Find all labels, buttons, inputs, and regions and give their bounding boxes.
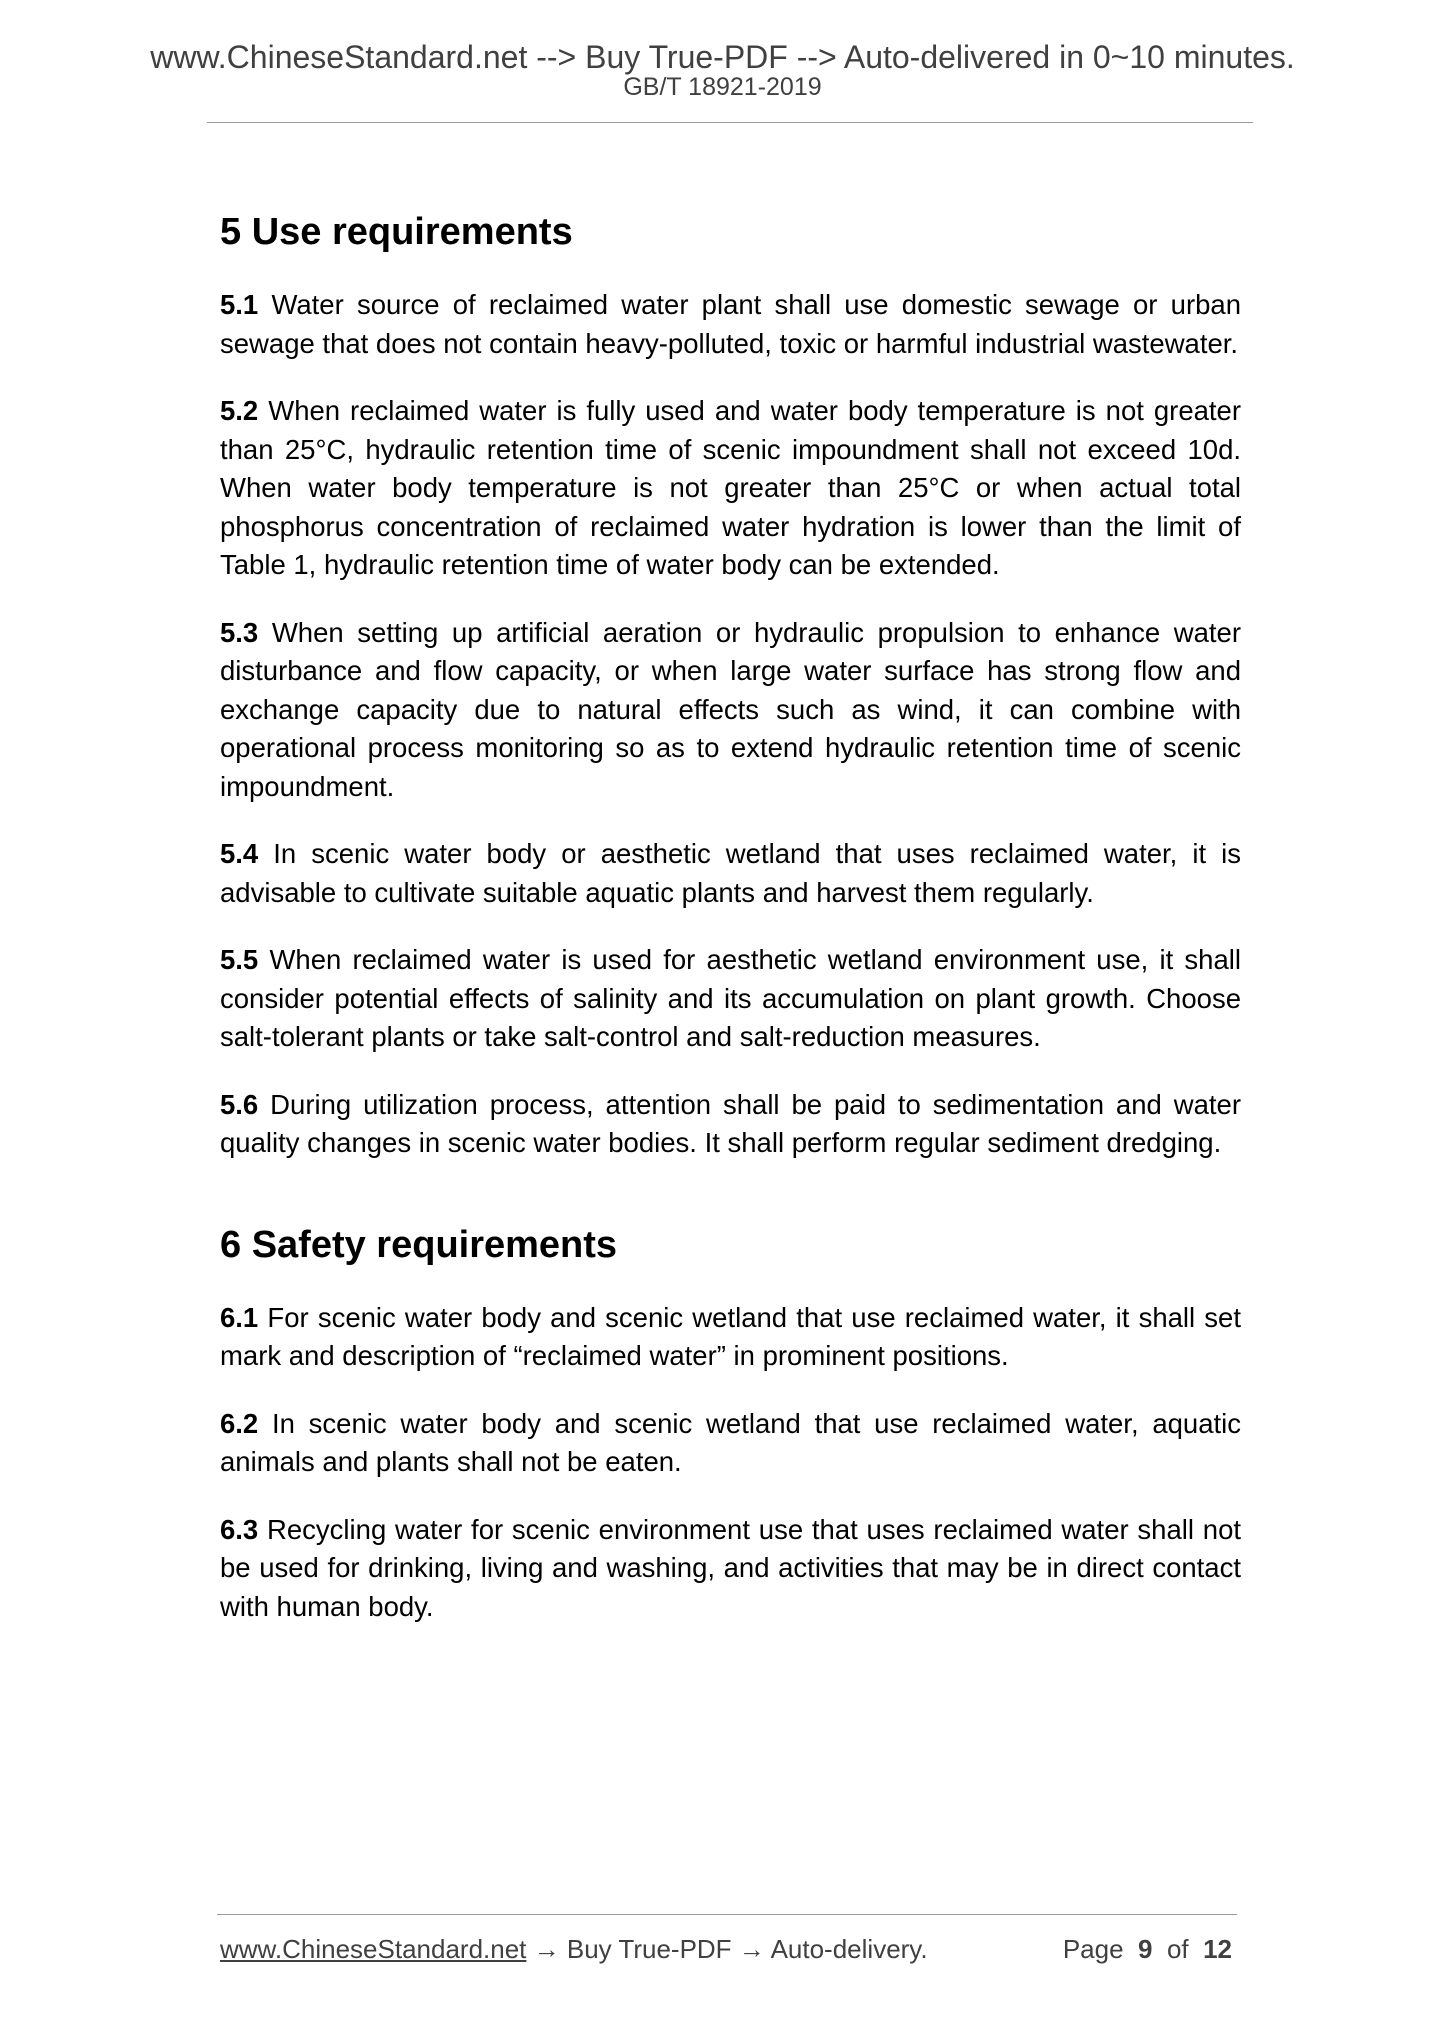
clause-number: 6.1 [220, 1301, 259, 1333]
clause-6-3 [220, 1511, 1241, 1627]
footer-divider [217, 1914, 1237, 1915]
clause-text: Water source of reclaimed water plant shall use domestic sewage or urban sewage that does not contain heavy-polluted, toxic or harmful industrial wastewater. [220, 289, 1241, 359]
clause-text: In scenic water body or aesthetic wetland that uses reclaimed water, it is advisable to cultivate suitable aquatic plants and harvest them regularly. [220, 838, 1241, 908]
clause-number: 5.6 [220, 1088, 259, 1120]
footer-promo [220, 1933, 928, 1965]
clause-6-2 [220, 1405, 1241, 1482]
clause-number: 6.2 [220, 1407, 259, 1439]
page-indicator [1063, 1933, 1232, 1965]
clause-number: 5.2 [220, 395, 259, 426]
page-current: 9 [1138, 1934, 1153, 1964]
clause-number: 5.1 [220, 289, 259, 320]
clause-5-2 [220, 392, 1241, 585]
clause-5-1 [220, 286, 1241, 363]
clause-number: 6.3 [220, 1513, 259, 1545]
clause-text: Recycling water for scenic environment use that uses reclaimed water shall not be used for drinking, living and washing, and activities that may be in direct contact with human body. [220, 1513, 1242, 1622]
document-body [220, 208, 1241, 1655]
header-banner: www.ChineseStandard.net --> Buy True-PDF --> Auto-delivered in 0~10 minutes. [150, 39, 1295, 75]
section-6-title: 6 Safety requirements [220, 1223, 618, 1266]
clause-text: When reclaimed water is used for aesthetic wetland environment use, it shall consider potential effects of salinity and its accumulation on plant growth. Choose salt-tolerant plants or take salt-control and salt-reduction measures. [220, 944, 1241, 1052]
page-label: Page [1062, 1934, 1124, 1964]
page-total: 12 [1203, 1934, 1232, 1964]
clause-6-1 [220, 1299, 1241, 1376]
header-divider [207, 122, 1253, 123]
clause-text: For scenic water body and scenic wetland that use reclaimed water, it shall set mark and description of “reclaimed water” in prominent positions. [220, 1301, 1241, 1371]
clause-5-6 [220, 1086, 1241, 1163]
clause-5-3 [220, 614, 1241, 807]
footer-promo-text: → Buy True-PDF → Auto-delivery. [526, 1934, 928, 1964]
clause-number: 5.3 [220, 616, 259, 648]
section-5-title: 5 Use requirements [220, 211, 573, 253]
standard-code: GB/T 18921-2019 [623, 73, 822, 101]
of-label: of [1166, 1934, 1189, 1964]
clause-text: In scenic water body and scenic wetland that use reclaimed water, aquatic animals and plants shall not be eaten. [220, 1407, 1242, 1477]
clause-number: 5.5 [220, 944, 259, 975]
clause-text: When setting up artificial aeration or hydraulic propulsion to enhance water disturbance and flow capacity, or when large water surface has strong flow and exchange capacity due to natural effects such as wind, it can combine with operational process monitoring so as to extend hydraulic retention time of scenic impoundment. [220, 616, 1242, 802]
clause-number: 5.4 [220, 838, 259, 869]
clause-text: During utilization process, attention shall be paid to sedimentation and water quality changes in scenic water bodies. It shall perform regular sediment dredging. [220, 1088, 1241, 1158]
clause-5-5 [220, 941, 1241, 1057]
clause-text: When reclaimed water is fully used and water body temperature is not greater than 25°C, hydraulic retention time of scenic impoundment shall not exceed 10d. When water body temperature is not greater than 25°C or when actual total phosphorus concentration of reclaimed water hydration is lower than the limit of Table 1, hydraulic retention time of water body can be extended. [220, 395, 1242, 580]
footer-link[interactable]: www.ChineseStandard.net [220, 1934, 527, 1964]
clause-5-4 [220, 835, 1241, 912]
